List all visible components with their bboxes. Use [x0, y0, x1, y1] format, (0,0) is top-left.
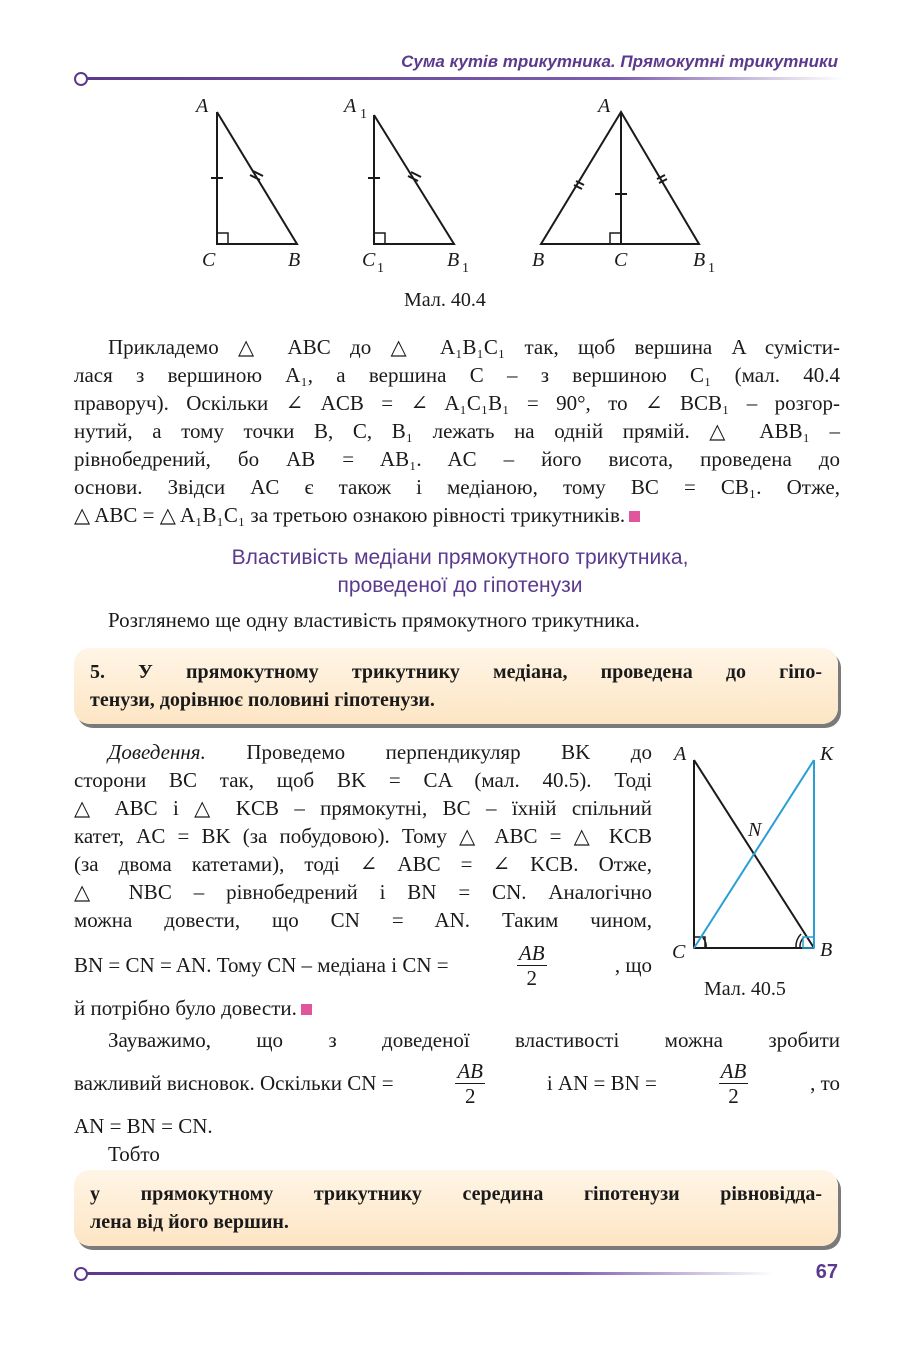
proof-line9: й потрібно було довести. [74, 996, 297, 1020]
header-rule-dot [74, 72, 88, 86]
triangle-a1b1c1 [368, 115, 454, 244]
para1-line7: △ ABC = △ A₁B₁C₁ за третьою ознакою рівності трикутників. [74, 503, 626, 527]
label-b-t3: B [532, 249, 545, 271]
remark-line3: AN = BN = CN. [74, 1114, 213, 1138]
remark-line2-mid: і AN = BN = [546, 1071, 657, 1095]
label-a-t3: A [598, 95, 611, 117]
section-title [80, 544, 840, 600]
proof-paragraph [74, 738, 652, 1022]
remark-paragraph [74, 1026, 840, 1168]
label-a1-t2: A [344, 95, 357, 117]
label-b1-t3: B [693, 249, 706, 271]
header-rule [84, 77, 844, 80]
conclusion-box [74, 1170, 838, 1246]
section-title-line1: Властивість медіани прямокутного трикутника, [231, 546, 689, 569]
proof-line2: сторони BC так, щоб BK = CA (мал. 40.5). Тоді [74, 768, 652, 792]
theorem-box [74, 648, 838, 724]
figure-40-4 [190, 90, 750, 280]
remark-line4: Тобто [108, 1142, 160, 1166]
conclusion-line1: у прямокутному трикутнику середина гіпотенузи рівновідда- [90, 1183, 822, 1205]
intro-sentence: Розглянемо ще одну властивість прямокутного трикутника. [108, 608, 640, 632]
theorem-line1: 5. У прямокутному трикутнику медіана, проведена до гіпо- [90, 661, 822, 683]
end-of-proof-mark-2 [301, 1004, 312, 1015]
label-b1-sub: 1 [462, 261, 469, 276]
proof-label: Доведення. [108, 740, 206, 764]
para1-line1: Прикладемо △ ABC до △ A₁B₁C₁ так, щоб вершина A сумісти- [108, 335, 840, 359]
label-k: K [820, 743, 834, 765]
theorem-line2: тенузи, дорівнює половині гіпотенузи. [90, 689, 435, 711]
triangle-abb1 [541, 112, 699, 244]
label-n: N [748, 819, 762, 841]
fraction-ab-over-2: $\frac{AB}{2}$ [518, 940, 545, 990]
label-b1: B [288, 249, 301, 271]
label-c1-t2: C [362, 249, 376, 271]
footer-rule-dot [74, 1267, 88, 1281]
triangle-abc [211, 112, 297, 244]
label-c: C [672, 941, 686, 963]
proof-line5: (за двома катетами), тоді ∠ ABC = ∠ KCB. Отже, [74, 852, 652, 876]
proof-line6: △ NBC – рівнобедрений і BN = CN. Аналогічно [74, 880, 652, 904]
proof-line3: △ ABC і △ KCB – прямокутні, BC – їхній спільний [74, 796, 652, 820]
fraction-cn: $\frac{AB}{2}$ [457, 1058, 484, 1108]
caption-40-4: Мал. 40.4 [404, 289, 486, 311]
label-b: B [820, 939, 833, 961]
label-c1-sub: 1 [377, 261, 384, 276]
proof-line7: можна довести, що CN = AN. Таким чином, [74, 908, 652, 932]
para1-line2: лася з вершиною A₁, а вершина C – з вершиною C₁ (мал. 40.4 [74, 363, 840, 387]
proof-line1: Проведемо перпендикуляр BK до [205, 740, 652, 764]
caption-40-5: Мал. 40.5 [704, 978, 786, 1000]
label-a: A [674, 743, 687, 765]
para1-line3: праворуч). Оскільки ∠ ACB = ∠ A₁C₁B₁ = 90°, то ∠ BCB₁ – розгор- [74, 391, 840, 415]
paragraph-proof-lemma [74, 333, 840, 529]
proof-line8-tail: , що [614, 953, 652, 977]
end-of-proof-mark [629, 511, 640, 522]
running-header: Сума кутів трикутника. Прямокутні трикутники [401, 52, 838, 71]
label-b1-t2: B [447, 249, 460, 271]
footer-rule [84, 1272, 774, 1275]
para1-line6: основи. Звідси AC є також і медіаною, тому BC = CB₁. Отже, [74, 475, 840, 499]
label-c1: C [202, 249, 216, 271]
label-a1-sub: 1 [360, 107, 367, 122]
label-a1: A [196, 95, 209, 117]
remark-line1: Зауважимо, що з доведеної властивості можна зробити [108, 1028, 840, 1052]
figure-40-5 [668, 738, 848, 970]
proof-line4: катет, AC = BK (за побудовою). Тому △ ABC = △ KCB [74, 824, 652, 848]
conclusion-line2: лена від його вершин. [90, 1211, 289, 1233]
page-number: 67 [815, 1261, 838, 1283]
fraction-an-bn: $\frac{AB}{2}$ [720, 1058, 747, 1108]
para1-line5: рівнобедрений, бо AB = AB₁. AC – його висота, проведена до [74, 447, 840, 471]
label-b1-t3-sub: 1 [708, 261, 715, 276]
remark-line2-tail: , то [810, 1071, 840, 1095]
section-title-line2: проведеної до гіпотенузи [337, 574, 583, 597]
proof-line8: BN = CN = AN. Тому CN – медіана і CN = [74, 953, 449, 977]
para1-line4: нутий, а тому точки B, C, B₁ лежать на одній прямій. △ ABB₁ – [74, 419, 840, 443]
label-c-t3: C [614, 249, 628, 271]
remark-line2: важливий висновок. Оскільки CN = [74, 1071, 394, 1095]
